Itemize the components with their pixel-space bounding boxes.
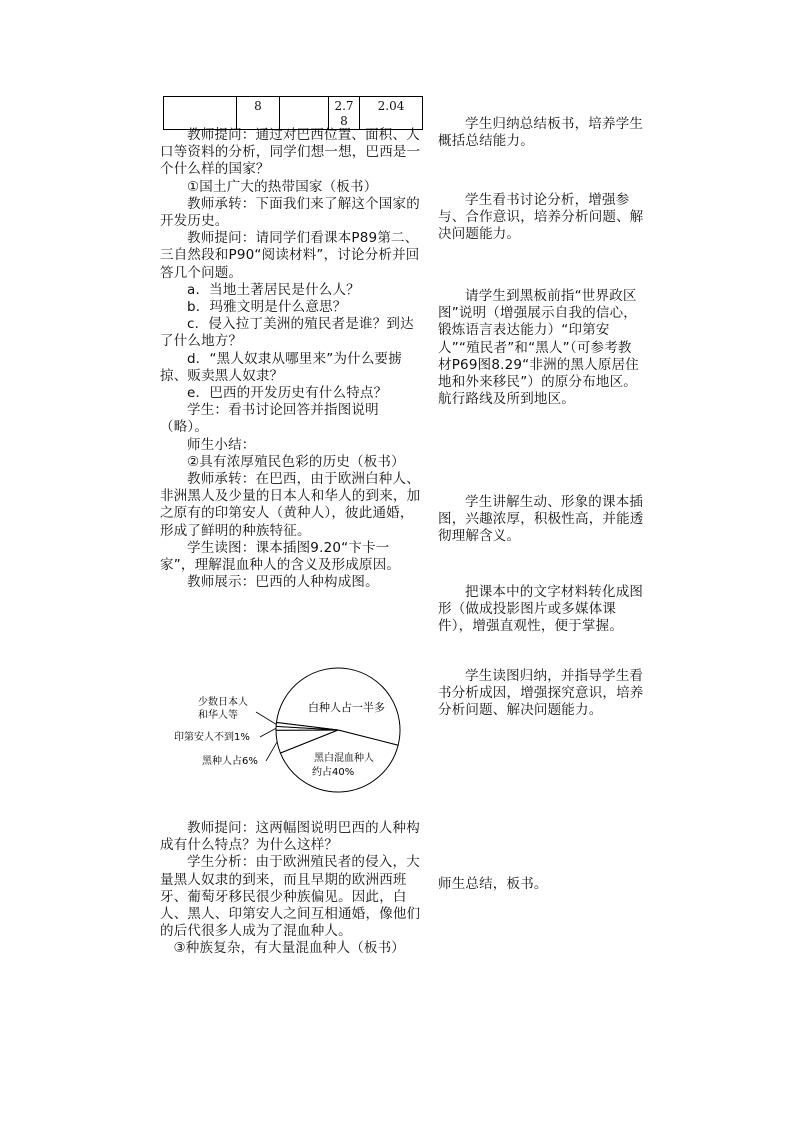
question-item: a．当地土著居民是什么人？ [187, 281, 360, 298]
label-black: 黑种人占6% [202, 756, 258, 767]
table-cell: 8 [237, 97, 280, 130]
leader-line [256, 712, 276, 724]
data-table [163, 96, 423, 130]
left-block-1 [160, 127, 422, 591]
note-text: 学生归纳总结板书，培养学生概括总结能力。 [438, 116, 644, 150]
label-white: 白种人占一半多 [308, 701, 385, 714]
table-cell [164, 97, 237, 130]
text-paragraph: 师生小结： [187, 436, 256, 453]
note-5 [438, 584, 644, 636]
text-paragraph: 学生：看书讨论回答并指图说明（略）。 [160, 402, 379, 436]
text-paragraph: 教师承转：在巴西，由于欧洲白种人、非洲黑人及少量的日本人和华人的到来，加之原有的印第安人（黄种人），彼此通婚，形成了鲜明的种族特征。 [160, 471, 421, 539]
note-3 [438, 288, 644, 408]
leader-line [260, 728, 276, 737]
question-item: e．巴西的开发历史有什么特点？ [187, 385, 388, 402]
table-cell: 2.04 [360, 97, 423, 130]
note-text: 学生讲解生动、形象的课本插图，兴趣浓厚，积极性高，并能透彻理解含义。 [438, 494, 644, 545]
pie-leader-lines [256, 712, 277, 761]
question-item: c．侵入拉丁美洲的殖民者是谁？到达了什么地方？ [160, 316, 414, 350]
text-paragraph: 教师提问：请同学们看课本P89第二、三自然段和P90“阅读材料”，讨论分析并回答几个问题。 [160, 230, 420, 281]
table-cell: 2.7 8 [329, 97, 360, 130]
left-block-2 [160, 820, 422, 958]
leader-line [266, 742, 277, 761]
pie-svg [168, 660, 408, 800]
text-paragraph: 教师展示：巴西的人种构成图。 [187, 574, 379, 591]
text-paragraph: 教师承转：下面我们来了解这个国家的开发历史。 [160, 195, 420, 230]
note-1 [438, 116, 644, 150]
text-paragraph: 学生读图：课本插图9.20“卞卡一家”，理解混血种人的含义及形成原因。 [160, 539, 401, 574]
note-7 [438, 876, 644, 893]
note-6 [438, 668, 644, 720]
note-4 [438, 494, 644, 546]
label-indian: 印第安人不到1% [174, 732, 250, 743]
note-2 [438, 192, 644, 244]
text-paragraph: 教师提问：这两幅图说明巴西的人种构成有什么特点？为什么这样？ [160, 820, 420, 854]
table-cell [280, 97, 329, 130]
note-text: 请学生到黑板前指“世界政区图”说明（增强展示自我的信心，锻炼语言表达能力）“印第安人”“殖民者”和“黑人”（可参考教材P69图8.29“非洲的黑人原居住地和外来移民”）的原分布地区。航行路线及所到地区。 [438, 288, 639, 408]
label-asian-line2: 和华人等 [198, 710, 238, 721]
label-asian-line1: 少数日本人 [198, 697, 248, 708]
note-text: 学生读图归纳，并指导学生看书分析成因，增强探究意识，培养分析问题、解决问题能力。 [438, 668, 644, 719]
text-paragraph: ①国土广大的热带国家（板书） [187, 178, 378, 195]
note-text: 把课本中的文字材料转化成图形（做成投影图片或多媒体课件），增强直观性，便于掌握。 [438, 584, 644, 635]
text-paragraph: ②具有浓厚殖民色彩的历史（板书） [187, 453, 405, 470]
text-paragraph: 教师提问：通过对巴西位置、面积、人口等资料的分析，同学们想一想，巴西是一个什么样的国家？ [160, 127, 421, 178]
label-mixed-line1: 黑白混血种人 [314, 753, 374, 764]
race-composition-pie-chart [168, 660, 408, 800]
note-text: 师生总结，板书。 [438, 876, 548, 892]
table-row [164, 97, 423, 130]
question-item: b．玛雅文明是什么意思？ [187, 299, 347, 316]
text-paragraph: ③种族复杂，有大量混血种人（板书） [173, 940, 406, 957]
question-item: d．“黑人奴隶从哪里来”为什么要掳掠、贩卖黑人奴隶？ [160, 350, 402, 384]
note-text: 学生看书讨论分析，增强参与、合作意识，培养分析问题、解决问题能力。 [438, 192, 644, 243]
label-mixed-line2: 约占40% [312, 767, 355, 778]
text-paragraph: 学生分析：由于欧洲殖民者的侵入，大量黑人奴隶的到来，而且早期的欧洲西班牙、葡萄牙移民很少种族偏见。因此，白人、黑人、印第安人之间互相通婚，像他们的后代很多人成为了混血种人。 [160, 854, 421, 940]
